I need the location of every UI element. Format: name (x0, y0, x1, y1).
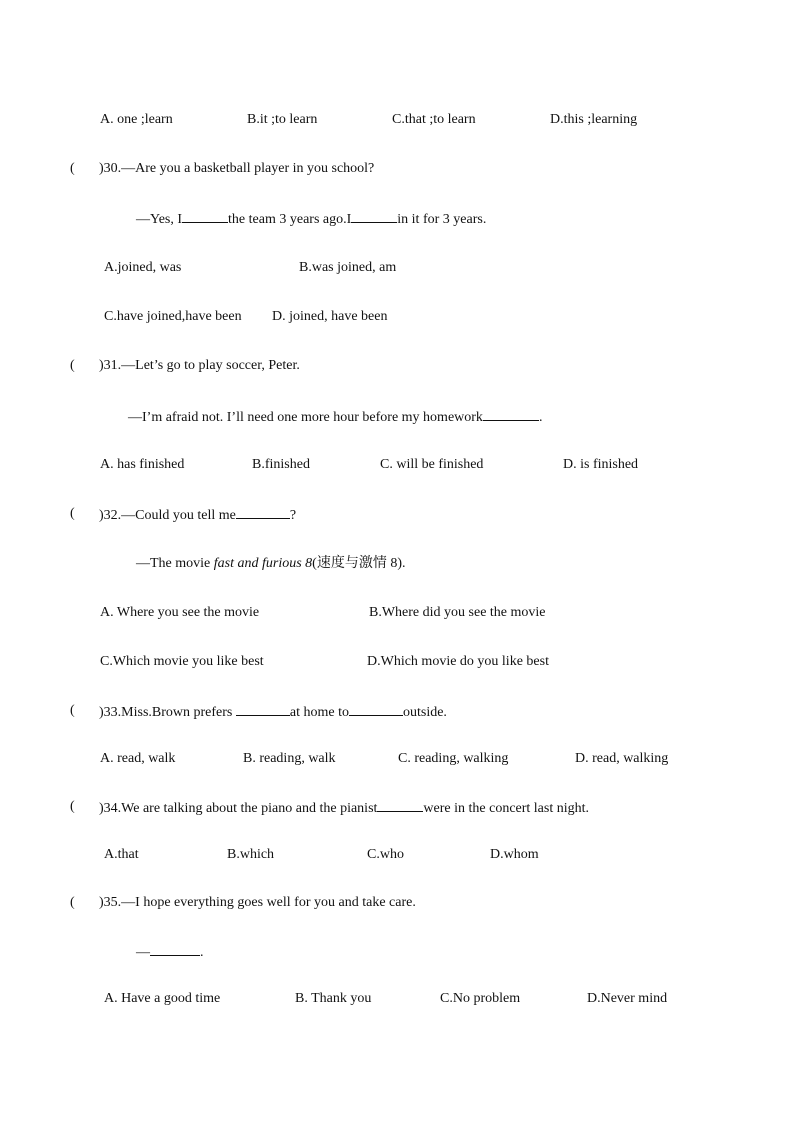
q31-option-b: B.finished (252, 457, 310, 472)
q32-option-d: D.Which movie do you like best (367, 654, 549, 669)
q31-stem: )31.—Let’s go to play soccer, Peter. (99, 358, 300, 373)
q35-blank[interactable] (150, 942, 200, 956)
q31-reply (128, 407, 542, 427)
q33-stem-text-2: at home to (289, 705, 349, 720)
q33-blank-2[interactable] (349, 702, 403, 716)
q33-stem-text-3: outside. (402, 705, 447, 720)
q35-option-a: A. Have a good time (104, 991, 221, 1006)
q29-option-d: D.this ;learning (550, 112, 638, 127)
q34-stem-text-2: were in the concert last night. (423, 801, 590, 816)
q30-blank-1[interactable] (182, 209, 228, 223)
q30-reply-text-1: —Yes, I (136, 212, 183, 227)
q29-option-b: B.it ;to learn (247, 112, 318, 127)
q30-option-d: D. joined, have been (272, 309, 388, 324)
q34-option-c: C.who (367, 847, 404, 862)
q33-answer-paren[interactable]: ( (70, 703, 75, 718)
q32-reply-text-2: (速度与激情 8). (312, 556, 406, 571)
q35-option-b: B. Thank you (295, 991, 372, 1006)
q30-option-a: A.joined, was (104, 260, 182, 275)
q35-reply-text-2: . (200, 945, 204, 960)
q30-stem: )30.—Are you a basketball player in you school? (99, 161, 375, 176)
q34-option-d: D.whom (490, 847, 539, 862)
q32-movie-title: fast and furious 8 (213, 556, 313, 571)
q32-stem-text-2: ? (289, 508, 297, 523)
q32-blank[interactable] (236, 505, 290, 519)
q35-reply (136, 942, 204, 962)
q34-blank[interactable] (377, 798, 423, 812)
q35-option-d: D.Never mind (587, 991, 668, 1006)
q34-stem (99, 798, 589, 818)
q31-option-a: A. has finished (100, 457, 185, 472)
q35-reply-text-1: — (136, 945, 150, 960)
q33-option-a: A. read, walk (100, 751, 176, 766)
q34-option-b: B.which (227, 847, 275, 862)
q35-stem: )35.—I hope everything goes well for you and take care. (99, 895, 416, 910)
q30-option-c: C.have joined,have been (104, 309, 242, 324)
q31-reply-text-2: . (538, 410, 543, 425)
q32-option-b: B.Where did you see the movie (369, 605, 546, 620)
q29-option-c: C.that ;to learn (392, 112, 476, 127)
q30-reply (136, 209, 486, 229)
q30-option-b: B.was joined, am (299, 260, 397, 275)
q33-stem (99, 702, 447, 722)
q31-option-d: D. is finished (563, 457, 639, 472)
q34-option-a: A.that (104, 847, 139, 862)
q30-reply-text-3: in it for 3 years. (397, 212, 487, 227)
q31-option-c: C. will be finished (380, 457, 484, 472)
q31-reply-text-1: —I’m afraid not. I’ll need one more hour before my homework (128, 410, 483, 425)
q33-blank-1[interactable] (236, 702, 290, 716)
q35-option-c: C.No problem (440, 991, 521, 1006)
q30-answer-paren[interactable]: ( (70, 161, 75, 176)
q32-stem (99, 505, 296, 525)
q34-stem-text-1: )34.We are talking about the piano and the pianist (99, 801, 378, 816)
q32-stem-text-1: )32.—Could you tell me (99, 508, 236, 523)
q33-stem-text-1: )33.Miss.Brown prefers (99, 705, 236, 720)
q31-answer-paren[interactable]: ( (70, 358, 75, 373)
q29-option-a: A. one ;learn (100, 112, 173, 127)
q30-blank-2[interactable] (351, 209, 397, 223)
q33-option-c: C. reading, walking (398, 751, 509, 766)
q34-answer-paren[interactable]: ( (70, 799, 75, 814)
q35-answer-paren[interactable]: ( (70, 895, 75, 910)
q32-option-a: A. Where you see the movie (100, 605, 260, 620)
q33-option-d: D. read, walking (575, 751, 669, 766)
q32-reply-text-1: —The movie (136, 556, 214, 571)
q30-reply-text-2: the team 3 years ago.I (228, 212, 352, 227)
q31-blank[interactable] (483, 407, 539, 421)
q32-answer-paren[interactable]: ( (70, 506, 75, 521)
q32-option-c: C.Which movie you like best (100, 654, 264, 669)
q33-option-b: B. reading, walk (243, 751, 336, 766)
q32-reply (136, 555, 406, 573)
